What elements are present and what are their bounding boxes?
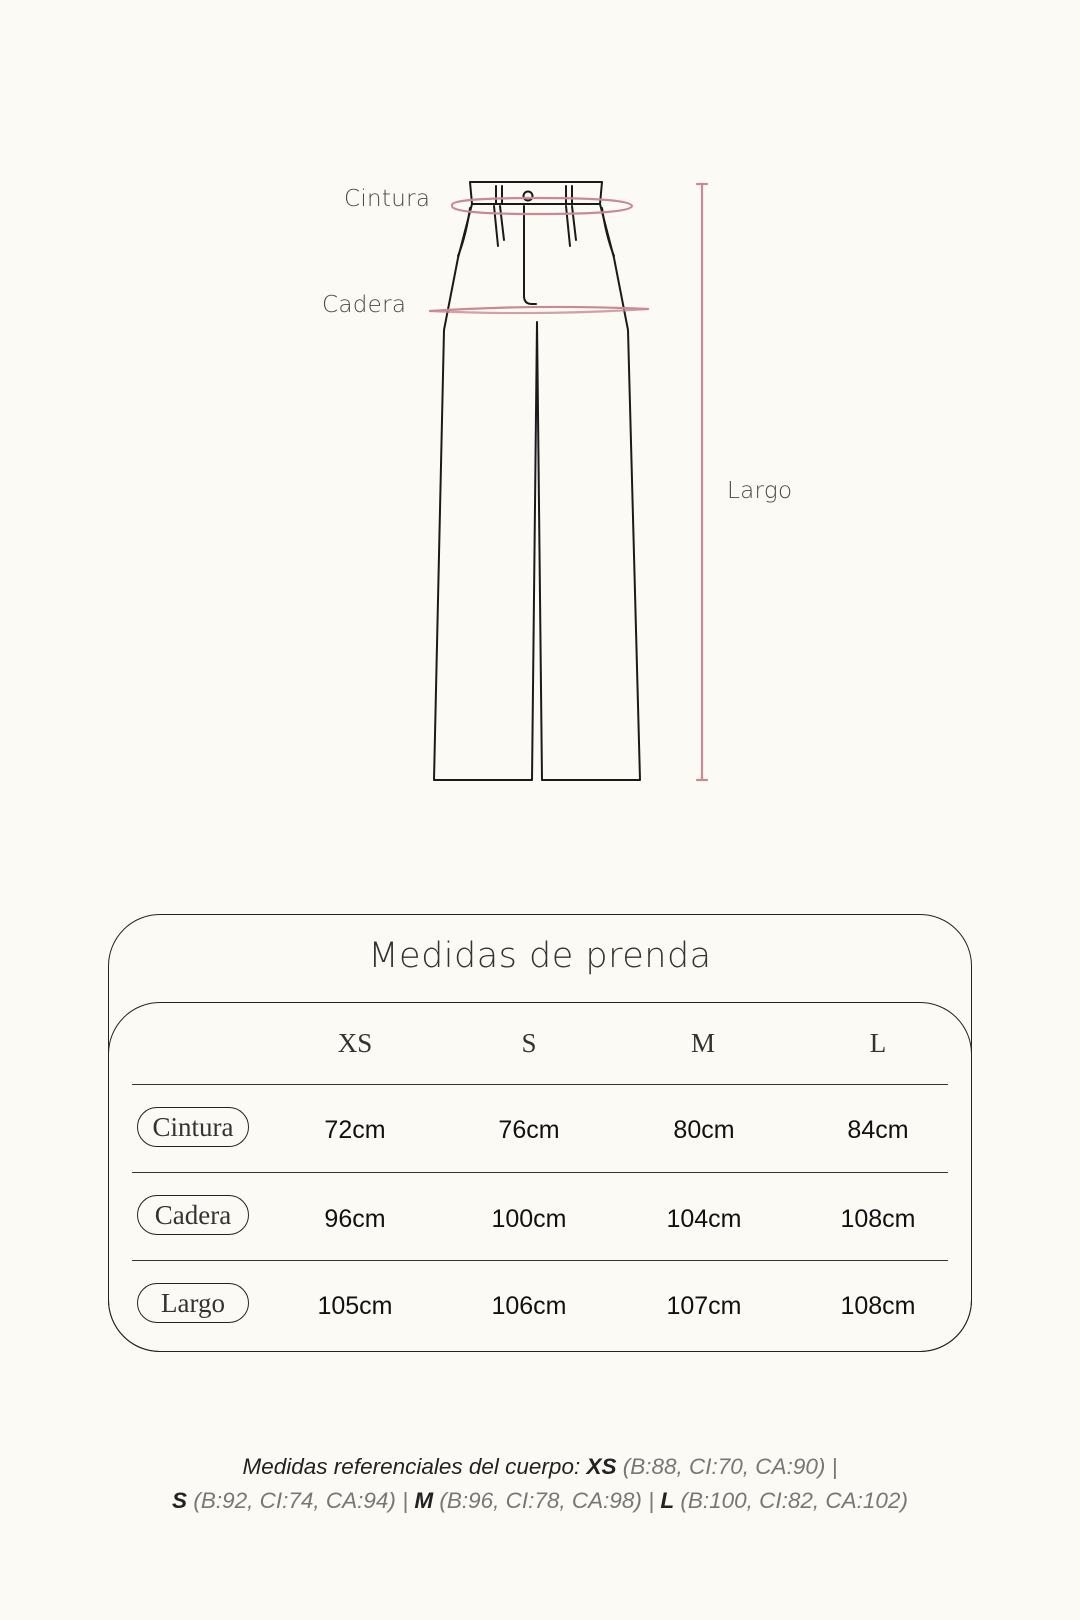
footnote-line-2 bbox=[0, 1488, 1080, 1514]
footnote-size-xs: XS bbox=[586, 1454, 617, 1479]
footnote-separator: | bbox=[402, 1488, 409, 1513]
cell-cintura-m: 80cm bbox=[673, 1116, 735, 1144]
footnote-size-m: M bbox=[414, 1488, 434, 1513]
cell-cintura-xs: 72cm bbox=[324, 1116, 386, 1144]
cell-cadera-l: 108cm bbox=[840, 1205, 916, 1233]
row-divider bbox=[132, 1172, 948, 1173]
size-header-l: L bbox=[869, 1028, 887, 1058]
row-label-cadera: Cadera bbox=[137, 1195, 249, 1235]
footnote-intro: Medidas referenciales del cuerpo: bbox=[242, 1454, 581, 1479]
cell-cadera-m: 104cm bbox=[666, 1205, 742, 1233]
cell-cintura-s: 76cm bbox=[498, 1116, 560, 1144]
row-divider bbox=[132, 1260, 948, 1261]
cell-cadera-xs: 96cm bbox=[324, 1205, 386, 1233]
label-cadera: Cadera bbox=[322, 292, 407, 318]
size-header-xs: XS bbox=[337, 1028, 373, 1058]
label-cintura: Cintura bbox=[344, 186, 431, 212]
row-label-largo: Largo bbox=[137, 1283, 249, 1323]
label-largo: Largo bbox=[727, 478, 793, 504]
cell-cintura-l: 84cm bbox=[847, 1116, 909, 1144]
footnote-values-l: (B:100, CI:82, CA:102) bbox=[680, 1488, 908, 1513]
footnote-separator: | bbox=[648, 1488, 655, 1513]
cell-largo-l: 108cm bbox=[840, 1292, 916, 1320]
size-header-s: S bbox=[521, 1028, 537, 1058]
footnote-values-xs: (B:88, CI:70, CA:90) bbox=[622, 1454, 826, 1479]
footnote-separator: | bbox=[831, 1454, 838, 1479]
footnote-size-l: L bbox=[660, 1488, 675, 1513]
footnote-values-m: (B:96, CI:78, CA:98) bbox=[439, 1488, 642, 1513]
cell-largo-s: 106cm bbox=[491, 1292, 567, 1320]
row-label-cintura: Cintura bbox=[137, 1107, 249, 1147]
row-divider bbox=[132, 1084, 948, 1085]
cell-largo-xs: 105cm bbox=[317, 1292, 393, 1320]
footnote-line-1 bbox=[0, 1454, 1080, 1480]
size-header-m: M bbox=[690, 1028, 715, 1058]
cell-cadera-s: 100cm bbox=[491, 1205, 567, 1233]
footnote-size-s: S bbox=[172, 1488, 188, 1513]
table-title: Medidas de prenda bbox=[368, 936, 712, 976]
footnote-values-s: (B:92, CI:74, CA:94) bbox=[193, 1488, 396, 1513]
cell-largo-m: 107cm bbox=[666, 1292, 742, 1320]
